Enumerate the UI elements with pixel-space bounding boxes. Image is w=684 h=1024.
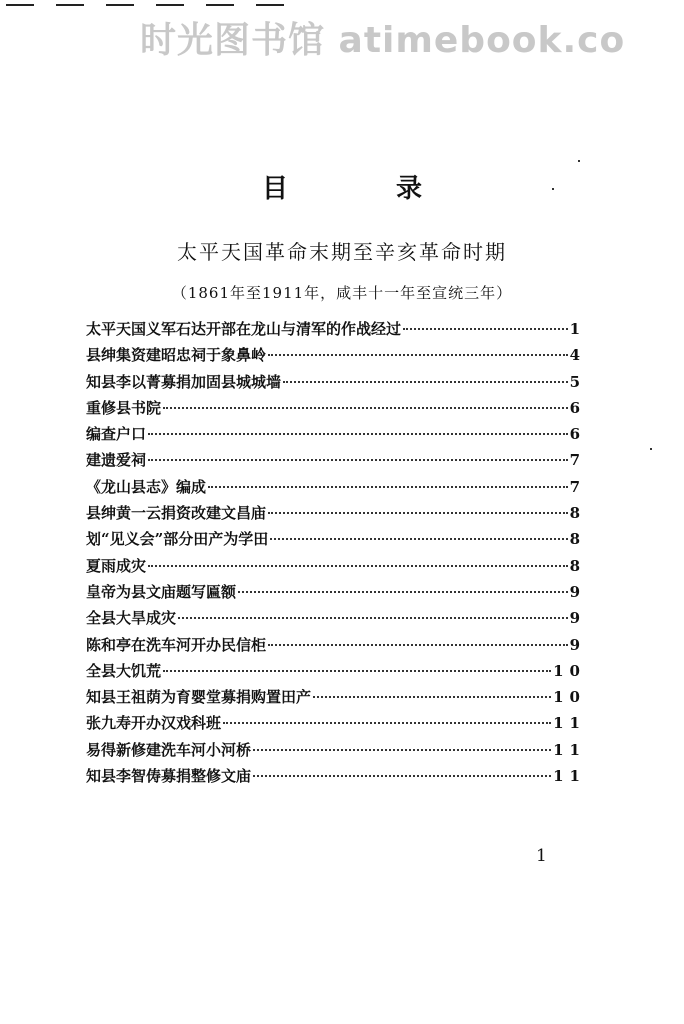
toc-entry-title: 县绅黄一云捐资改建文昌庙 — [86, 504, 267, 523]
toc-entry — [86, 318, 586, 344]
toc-entry-page: 8 — [569, 556, 586, 575]
toc-entry — [86, 449, 586, 475]
scan-speck — [552, 188, 554, 190]
toc-entry — [86, 371, 586, 397]
dot-leader — [268, 644, 568, 646]
dot-leader — [268, 512, 568, 514]
toc-entry-page: 6 — [569, 425, 586, 444]
toc-entry-title: 编查户口 — [86, 425, 147, 444]
toc-entry-page: 9 — [569, 635, 586, 654]
toc-entry-title: 建遗爱祠 — [86, 451, 147, 470]
dot-leader — [163, 670, 551, 672]
toc-entry-page: 9 — [569, 609, 586, 628]
toc-entry — [86, 397, 586, 423]
toc-entry — [86, 660, 586, 686]
toc-entry-title: 夏雨成灾 — [86, 556, 147, 575]
toc-entry-title: 划“见义会”部分田产为学田 — [86, 530, 269, 549]
dot-leader — [253, 775, 551, 777]
toc-entry-title: 皇帝为县文庙题写匾额 — [86, 582, 237, 601]
page-title: 目录 — [261, 174, 530, 204]
dot-leader — [148, 565, 568, 567]
dot-leader — [253, 749, 551, 751]
toc-entry-title: 《龙山县志》编成 — [86, 477, 207, 496]
section-title: 太平天国革命末期至辛亥革命时期 — [177, 240, 507, 264]
toc-entry-page: 9 — [569, 582, 586, 601]
dot-leader — [313, 696, 551, 698]
dot-leader — [208, 486, 568, 488]
dot-leader — [223, 722, 551, 724]
toc-entry-page: 6 — [569, 398, 586, 417]
toc-entry-page: 8 — [569, 504, 586, 523]
toc-entry-page: 7 — [569, 451, 586, 470]
toc-entry-title: 知县王祖荫为育婴堂募捐购置田产 — [86, 688, 312, 707]
dot-leader — [283, 381, 568, 383]
dot-leader — [163, 407, 568, 409]
toc-entry — [86, 607, 586, 633]
toc-entry — [86, 344, 586, 370]
toc-entry — [86, 528, 586, 554]
dot-leader — [270, 538, 567, 540]
dot-leader — [268, 354, 568, 356]
toc-entry — [86, 739, 586, 765]
scan-speck — [650, 448, 652, 450]
toc-entry-page: 1 — [569, 320, 586, 338]
toc-entry-page: 10 — [553, 661, 586, 680]
toc-entry-title: 知县李以菁募捐加固县城城墙 — [86, 372, 282, 391]
toc-entry-page: 11 — [553, 740, 586, 759]
dot-leader — [403, 328, 568, 330]
toc-entry-title: 张九寿开办汉戏科班 — [86, 714, 222, 733]
page-number: 1 — [536, 846, 547, 866]
dot-leader — [238, 591, 568, 593]
toc-entry-title: 陈和亭在洗车河开办民信柜 — [86, 635, 267, 654]
toc-entry-page: 8 — [569, 530, 586, 549]
table-of-contents — [86, 318, 586, 791]
toc-entry-title: 全县大旱成灾 — [86, 609, 177, 628]
toc-entry — [86, 634, 586, 660]
toc-entry-page: 11 — [553, 767, 586, 786]
toc-entry-page: 7 — [569, 477, 586, 496]
toc-entry — [86, 686, 586, 712]
toc-entry-title: 易得新修建洗车河小河桥 — [86, 740, 252, 759]
dot-leader — [178, 617, 568, 619]
toc-entry — [86, 555, 586, 581]
toc-entry — [86, 765, 586, 791]
toc-entry-title: 全县大饥荒 — [86, 661, 162, 680]
toc-entry — [86, 423, 586, 449]
toc-entry — [86, 712, 586, 738]
toc-entry-title: 重修县书院 — [86, 398, 162, 417]
toc-entry — [86, 581, 586, 607]
toc-entry-page: 10 — [553, 688, 586, 707]
top-edge-dashes — [0, 4, 684, 10]
toc-entry-page: 4 — [569, 346, 586, 365]
toc-entry-title: 太平天国义军石达开部在龙山与清军的作战经过 — [86, 320, 402, 338]
toc-entry — [86, 476, 586, 502]
scan-speck — [578, 160, 580, 162]
dot-leader — [148, 433, 568, 435]
toc-entry — [86, 502, 586, 528]
toc-entry-title: 县绅集资建昭忠祠于象鼻岭 — [86, 346, 267, 365]
toc-entry-title: 知县李智俦募捐整修文庙 — [86, 767, 252, 786]
toc-entry-page: 11 — [553, 714, 586, 733]
dot-leader — [148, 459, 568, 461]
watermark: 时光图书馆 atimebook.co — [140, 20, 626, 61]
section-subtitle: （1861年至1911年，咸丰十一年至宣统三年） — [171, 284, 513, 302]
toc-entry-page: 5 — [569, 372, 586, 391]
